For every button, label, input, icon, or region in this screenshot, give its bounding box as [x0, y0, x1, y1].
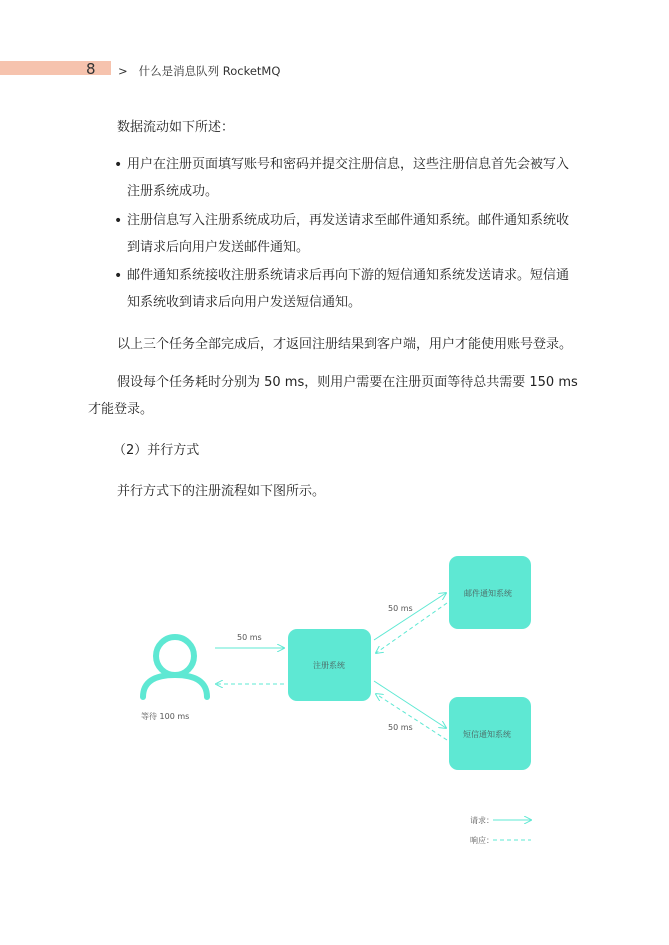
- bullet-3-line-2: 知系统收到请求后向用户发送短信通知。: [127, 295, 362, 310]
- request-arrow-register-to-email: [374, 593, 446, 640]
- timing-paragraph-line-1: 假设每个任务耗时分别为 50 ms，则用户需要在注册页面等待总共需要 150 ms: [117, 375, 578, 390]
- section-heading: （2）并行方式: [113, 443, 200, 458]
- bullet-icon: •: [114, 157, 123, 173]
- user-icon: [143, 637, 207, 697]
- user-wait-label: 等待 100 ms: [141, 712, 190, 721]
- completion-paragraph: 以上三个任务全部完成后，才返回注册结果到客户端，用户才能使用账号登录。: [117, 337, 573, 352]
- bullet-1-line-2: 注册系统成功。: [127, 184, 219, 199]
- bullet-1-line-1: 用户在注册页面填写账号和密码并提交注册信息，这些注册信息首先会被写入: [127, 157, 570, 172]
- email-system-label: 邮件通知系统: [464, 589, 512, 598]
- sms-system-label: 短信通知系统: [463, 730, 511, 739]
- response-arrow-sms-to-register: [376, 694, 447, 740]
- register-system-label: 注册系统: [313, 661, 345, 670]
- page-number: 8: [86, 60, 96, 78]
- user-to-register-time: 50 ms: [237, 633, 262, 642]
- bullet-icon: •: [114, 268, 123, 284]
- bullet-2-line-2: 到请求后向用户发送邮件通知。: [127, 240, 310, 255]
- bullet-3-line-1: 邮件通知系统接收注册系统请求后再向下游的短信通知系统发送请求。短信通: [127, 268, 570, 283]
- timing-paragraph-line-2: 才能登录。: [88, 402, 154, 417]
- chevron-right-icon: >: [118, 64, 128, 78]
- intro-paragraph: 数据流动如下所述：: [117, 120, 235, 135]
- legend-request-label: 请求：: [470, 816, 494, 825]
- legend-response-label: 响应：: [470, 836, 494, 845]
- figure-caption: 并行方式下的注册流程如下图所示。: [117, 484, 326, 499]
- request-arrow-register-to-sms: [374, 681, 446, 728]
- bullet-icon: •: [114, 213, 123, 229]
- register-to-email-time: 50 ms: [388, 604, 413, 613]
- bullet-2-line-1: 注册信息写入注册系统成功后，再发送请求至邮件通知系统。邮件通知系统收: [127, 213, 570, 228]
- register-to-sms-time: 50 ms: [388, 723, 413, 732]
- chapter-title: 什么是消息队列 RocketMQ: [138, 64, 281, 78]
